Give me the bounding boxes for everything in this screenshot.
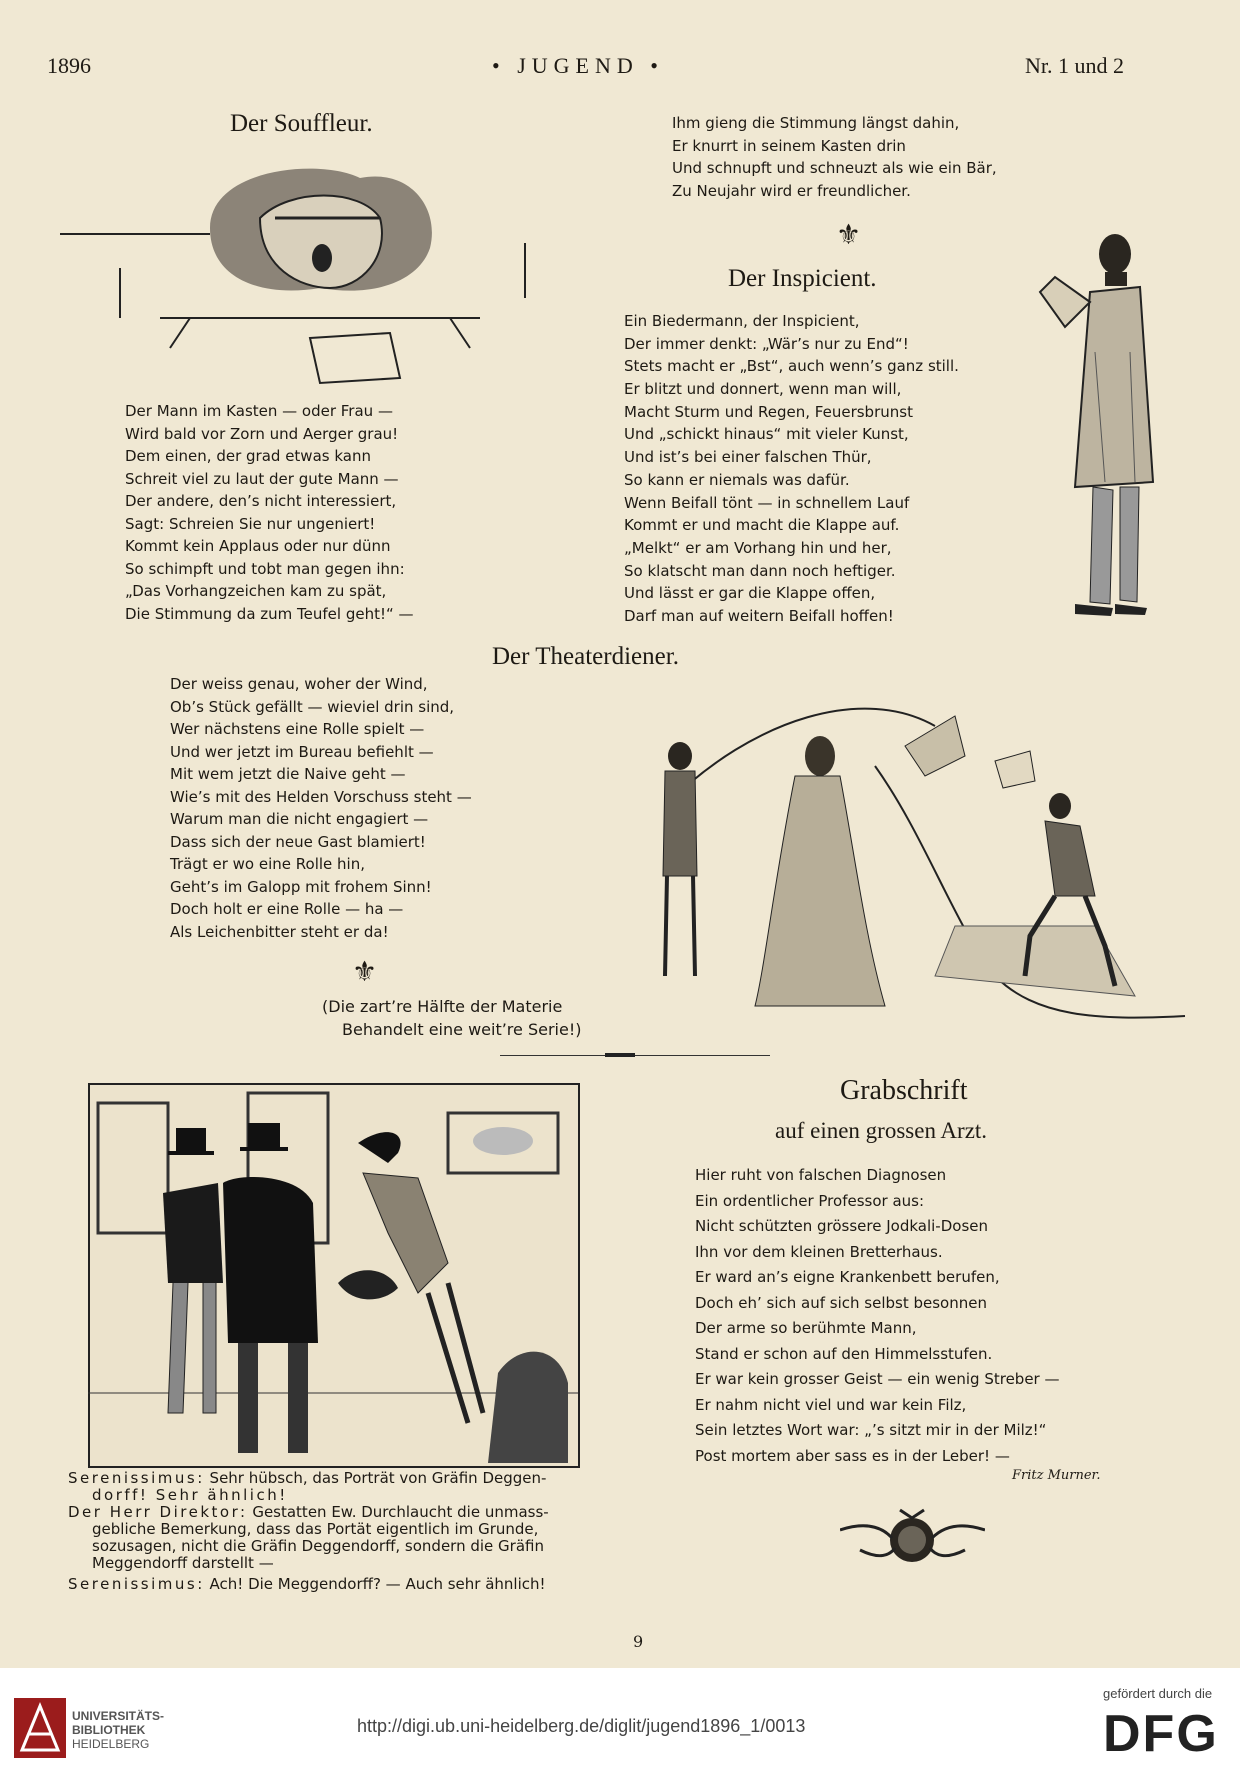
inspicient-verse <box>624 310 959 628</box>
verse-line: Schreit viel zu laut der gute Mann — <box>125 469 399 488</box>
verse-line: Wer nächstens eine Rolle spielt — <box>170 720 425 738</box>
verse-line: Dass sich der neue Gast blamiert! <box>170 832 426 851</box>
inspicient-title: Der Inspicient. <box>728 265 877 292</box>
caption-line <box>68 1487 549 1504</box>
verse-line: Und ist’s bei einer falschen Thür, <box>624 448 872 467</box>
verse-line: Er knurrt in seinem Kasten drin <box>672 136 906 155</box>
page-number: 9 <box>633 1632 644 1651</box>
cartoon-caption <box>68 1470 549 1593</box>
header-year: 1896 <box>47 53 91 78</box>
caption-text: Gestatten Ew. Durchlaucht die unmass- <box>247 1503 549 1521</box>
note-line: Behandelt eine weit’re Serie!) <box>342 1019 582 1039</box>
verse-line: Die Stimmung da zum Teufel geht!“ — <box>125 604 414 623</box>
verse-line: Stets macht er „Bst“, auch wenn’s ganz still. <box>624 357 959 376</box>
caption-line <box>68 1538 549 1555</box>
header-magazine: • JUGEND • <box>492 53 664 78</box>
footer-bar <box>0 1668 1240 1782</box>
verse-line: Der immer denkt: „Wär’s nur zu End“! <box>624 334 909 353</box>
caption-speaker: Serenissimus: <box>68 1469 205 1487</box>
funded-by-label: gefördert durch die <box>1103 1686 1213 1701</box>
verse-line: Sagt: Schreien Sie nur ungeniert! <box>125 514 376 533</box>
souffleur-illustration <box>60 148 550 398</box>
library-line: BIBLIOTHEK <box>72 1723 146 1737</box>
grabschrift-subtitle: auf einen grossen Arzt. <box>775 1118 988 1143</box>
verse-line: Und lässt er gar die Klappe offen, <box>624 584 876 603</box>
theaterdiener-note <box>322 996 581 1041</box>
verse-line: Wenn Beifall tönt — in schnellem Lauf <box>624 493 910 512</box>
grabschrift-title: Grabschrift <box>840 1075 968 1106</box>
verse-line: Macht Sturm und Regen, Feuersbrunst <box>624 402 913 421</box>
caption-text: dorff! Sehr ähnlich! <box>92 1486 288 1504</box>
souffleur-title: Der Souffleur. <box>230 110 373 137</box>
verse-line: Ein Biedermann, der Inspicient, <box>624 312 860 330</box>
verse-line: „Melkt“ er am Vorhang hin und her, <box>624 538 892 557</box>
verse-line: Dem einen, der grad etwas kann <box>125 447 371 465</box>
caption-line <box>68 1576 549 1593</box>
verse-line: Stand er schon auf den Himmelsstufen. <box>695 1344 993 1363</box>
theaterdiener-illustration <box>635 676 1190 1026</box>
verse-line: Der Mann im Kasten — oder Frau — <box>125 402 393 420</box>
souffleur-continuation <box>672 112 997 202</box>
grabschrift-author: Fritz Murner. <box>1012 1468 1101 1483</box>
verse-line: Er blitzt und donnert, wenn man will, <box>624 380 902 399</box>
verse-line: Und „schickt hinaus“ mit vieler Kunst, <box>624 425 909 444</box>
caption-line <box>68 1470 549 1487</box>
verse-line: Ob’s Stück gefällt — wieviel drin sind, <box>170 697 455 716</box>
note-line: (Die zart’re Hälfte der Materie <box>322 997 563 1016</box>
verse-line: „Das Vorhangzeichen kam zu spät, <box>125 582 387 600</box>
verse-line: Der andere, den’s nicht interessiert, <box>125 492 397 510</box>
library-line: HEIDELBERG <box>72 1737 150 1751</box>
ornament-icon: ⚜ <box>352 955 378 988</box>
caption-speaker: Der Herr Direktor: <box>68 1503 248 1521</box>
verse-line: Ein ordentlicher Professor aus: <box>695 1191 925 1210</box>
verse-line: Ihm gieng die Stimmung längst dahin, <box>672 114 960 132</box>
caption-line <box>68 1504 549 1521</box>
verse-line: Ihn vor dem kleinen Bretterhaus. <box>695 1242 943 1261</box>
divider-accent <box>605 1053 635 1057</box>
verse-line: Geht’s im Galopp mit frohem Sinn! <box>170 877 432 896</box>
verse-line: Der weiss genau, woher der Wind, <box>170 675 428 693</box>
souffleur-verse <box>125 400 414 625</box>
verse-line: Hier ruht von falschen Diagnosen <box>695 1166 947 1184</box>
verse-line: Doch holt er eine Rolle — ha — <box>170 900 404 918</box>
verse-line: Wird bald vor Zorn und Aerger grau! <box>125 424 399 443</box>
caption-line <box>68 1521 549 1538</box>
dfg-logo: DFG <box>1103 1705 1219 1763</box>
verse-line: Und wer jetzt im Bureau befiehlt — <box>170 742 434 761</box>
verse-line: Kommt kein Applaus oder nur dünn <box>125 537 391 555</box>
inspicient-figure-illustration <box>1035 232 1170 617</box>
caption-speaker: Serenissimus: <box>68 1575 205 1593</box>
verse-line: So klatscht man dann noch heftiger. <box>624 561 896 580</box>
theaterdiener-verse <box>170 673 472 943</box>
header-issue: Nr. 1 und 2 <box>1025 53 1124 78</box>
library-line: UNIVERSITÄTS- <box>72 1709 165 1723</box>
caption-text: Ach! Die Meggendorff? — Auch sehr ähnlich! <box>204 1575 546 1593</box>
verse-line: Darf man auf weitern Beifall hoffen! <box>624 606 894 625</box>
caption-text: Sehr hübsch, das Porträt von Gräfin Deggen- <box>204 1469 547 1487</box>
verse-line: Nicht schützten grössere Jodkali-Dosen <box>695 1217 988 1235</box>
verse-line: Er nahm nicht viel und war kein Filz, <box>695 1395 967 1414</box>
thistle-ornament-icon <box>840 1500 985 1575</box>
verse-line: Trägt er wo eine Rolle hin, <box>170 855 365 873</box>
cartoon-illustration <box>88 1083 580 1468</box>
caption-text: gebliche Bemerkung, dass das Portät eigentlich im Grunde, <box>92 1520 539 1538</box>
verse-line: Und schnupft und schneuzt als wie ein Bär, <box>672 159 997 177</box>
divider <box>500 1055 770 1056</box>
verse-line: Der arme so berühmte Mann, <box>695 1319 917 1337</box>
verse-line: Wie’s mit des Helden Vorschuss steht — <box>170 787 472 806</box>
verse-line: Als Leichenbitter steht er da! <box>170 922 389 941</box>
verse-line: Zu Neujahr wird er freundlicher. <box>672 181 911 200</box>
library-logo-icon <box>14 1698 66 1758</box>
caption-text: sozusagen, nicht die Gräfin Deggendorff, sondern die Gräfin <box>92 1537 544 1555</box>
verse-line: So schimpft und tobt man gegen ihn: <box>125 559 405 578</box>
verse-line: Kommt er und macht die Klappe auf. <box>624 516 900 535</box>
verse-line: Mit wem jetzt die Naive geht — <box>170 765 406 783</box>
source-url-link[interactable]: http://digi.ub.uni-heidelberg.de/diglit/jugend1896_1/0013 <box>357 1716 806 1736</box>
grabschrift-verse <box>695 1163 1060 1469</box>
ornament-icon: ⚜ <box>836 218 862 251</box>
verse-line: Er war kein grosser Geist — ein wenig Streber — <box>695 1370 1060 1388</box>
verse-line: Sein letztes Wort war: „’s sitzt mir in der Milz!“ <box>695 1421 1047 1439</box>
verse-line: Er ward an’s eigne Krankenbett berufen, <box>695 1268 1000 1286</box>
caption-text: Meggendorff darstellt — <box>92 1554 274 1572</box>
library-name <box>72 1709 164 1751</box>
verse-line: Doch eh’ sich auf sich selbst besonnen <box>695 1293 987 1312</box>
verse-line: So kann er niemals was dafür. <box>624 470 850 489</box>
verse-line: Warum man die nicht engagiert — <box>170 810 429 828</box>
theaterdiener-title: Der Theaterdiener. <box>492 643 679 670</box>
caption-line <box>68 1555 549 1572</box>
verse-line: Post mortem aber sass es in der Leber! — <box>695 1446 1010 1465</box>
